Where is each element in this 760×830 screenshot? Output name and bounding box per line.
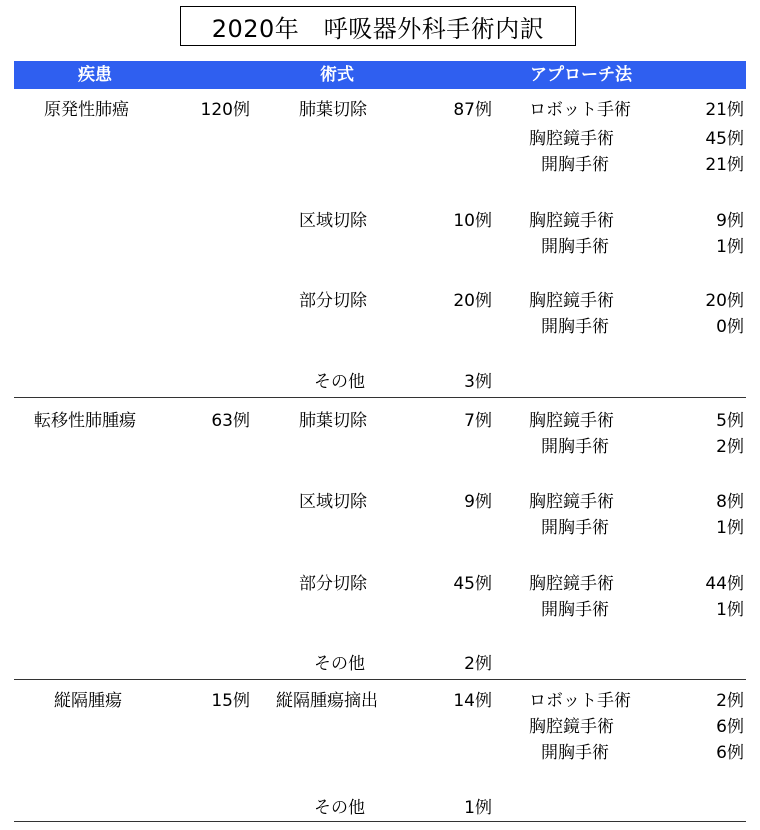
approach-name: 胸腔鏡手術 <box>529 492 614 512</box>
group-divider <box>14 397 746 398</box>
procedure-name: 縦隔腫瘍摘出 <box>276 691 378 711</box>
procedure-count: 14例 <box>453 691 492 711</box>
approach-count: 6例 <box>716 717 744 737</box>
procedure-count: 45例 <box>453 574 492 594</box>
approach-name: 開胸手術 <box>541 437 609 457</box>
header-disease: 疾患 <box>78 65 112 85</box>
approach-name: 胸腔鏡手術 <box>529 717 614 737</box>
approach-count: 21例 <box>705 155 744 175</box>
page-title <box>180 6 576 46</box>
approach-name: 開胸手術 <box>541 600 609 620</box>
procedure-name: 部分切除 <box>299 574 367 594</box>
disease-name: 転移性肺腫瘍 <box>34 411 136 431</box>
procedure-count: 87例 <box>453 100 492 120</box>
procedure-name: 肺葉切除 <box>299 411 367 431</box>
approach-count: 1例 <box>716 518 744 538</box>
approach-name: 胸腔鏡手術 <box>529 291 614 311</box>
procedure-count: 9例 <box>464 492 492 512</box>
approach-name: 開胸手術 <box>541 237 609 257</box>
approach-count: 20例 <box>705 291 744 311</box>
procedure-count: 10例 <box>453 211 492 231</box>
approach-name: 胸腔鏡手術 <box>529 211 614 231</box>
table-bottom-rule <box>14 821 746 822</box>
approach-name: 胸腔鏡手術 <box>529 129 614 149</box>
page-title-text: 2020年 呼吸器外科手術内訳 <box>211 14 545 43</box>
approach-count: 2例 <box>716 437 744 457</box>
disease-name: 原発性肺癌 <box>44 100 129 120</box>
procedure-count: 20例 <box>453 291 492 311</box>
approach-count: 8例 <box>716 492 744 512</box>
approach-name: ロボット手術 <box>529 100 631 120</box>
disease-count: 15例 <box>211 691 250 711</box>
procedure-count: 1例 <box>464 798 492 818</box>
header-approach: アプローチ法 <box>530 65 632 85</box>
procedure-count: 3例 <box>464 372 492 392</box>
approach-count: 21例 <box>705 100 744 120</box>
disease-count: 120例 <box>200 100 250 120</box>
procedure-name: 肺葉切除 <box>299 100 367 120</box>
procedure-count: 2例 <box>464 654 492 674</box>
procedure-name: その他 <box>314 798 365 818</box>
approach-count: 6例 <box>716 743 744 763</box>
procedure-name: その他 <box>314 654 365 674</box>
procedure-name: 区域切除 <box>299 211 367 231</box>
procedure-name: その他 <box>314 372 365 392</box>
approach-name: 胸腔鏡手術 <box>529 574 614 594</box>
approach-count: 1例 <box>716 237 744 257</box>
approach-count: 45例 <box>705 129 744 149</box>
approach-count: 44例 <box>705 574 744 594</box>
table-header <box>14 61 746 89</box>
approach-count: 5例 <box>716 411 744 431</box>
approach-count: 9例 <box>716 211 744 231</box>
approach-name: 開胸手術 <box>541 518 609 538</box>
approach-count: 0例 <box>716 317 744 337</box>
approach-count: 1例 <box>716 600 744 620</box>
group-divider <box>14 679 746 680</box>
approach-name: 開胸手術 <box>541 317 609 337</box>
disease-name: 縦隔腫瘍 <box>54 691 122 711</box>
approach-count: 2例 <box>716 691 744 711</box>
header-procedure: 術式 <box>320 65 354 85</box>
procedure-name: 区域切除 <box>299 492 367 512</box>
approach-name: ロボット手術 <box>529 691 631 711</box>
procedure-count: 7例 <box>464 411 492 431</box>
approach-name: 胸腔鏡手術 <box>529 411 614 431</box>
disease-count: 63例 <box>211 411 250 431</box>
procedure-name: 部分切除 <box>299 291 367 311</box>
approach-name: 開胸手術 <box>541 155 609 175</box>
approach-name: 開胸手術 <box>541 743 609 763</box>
